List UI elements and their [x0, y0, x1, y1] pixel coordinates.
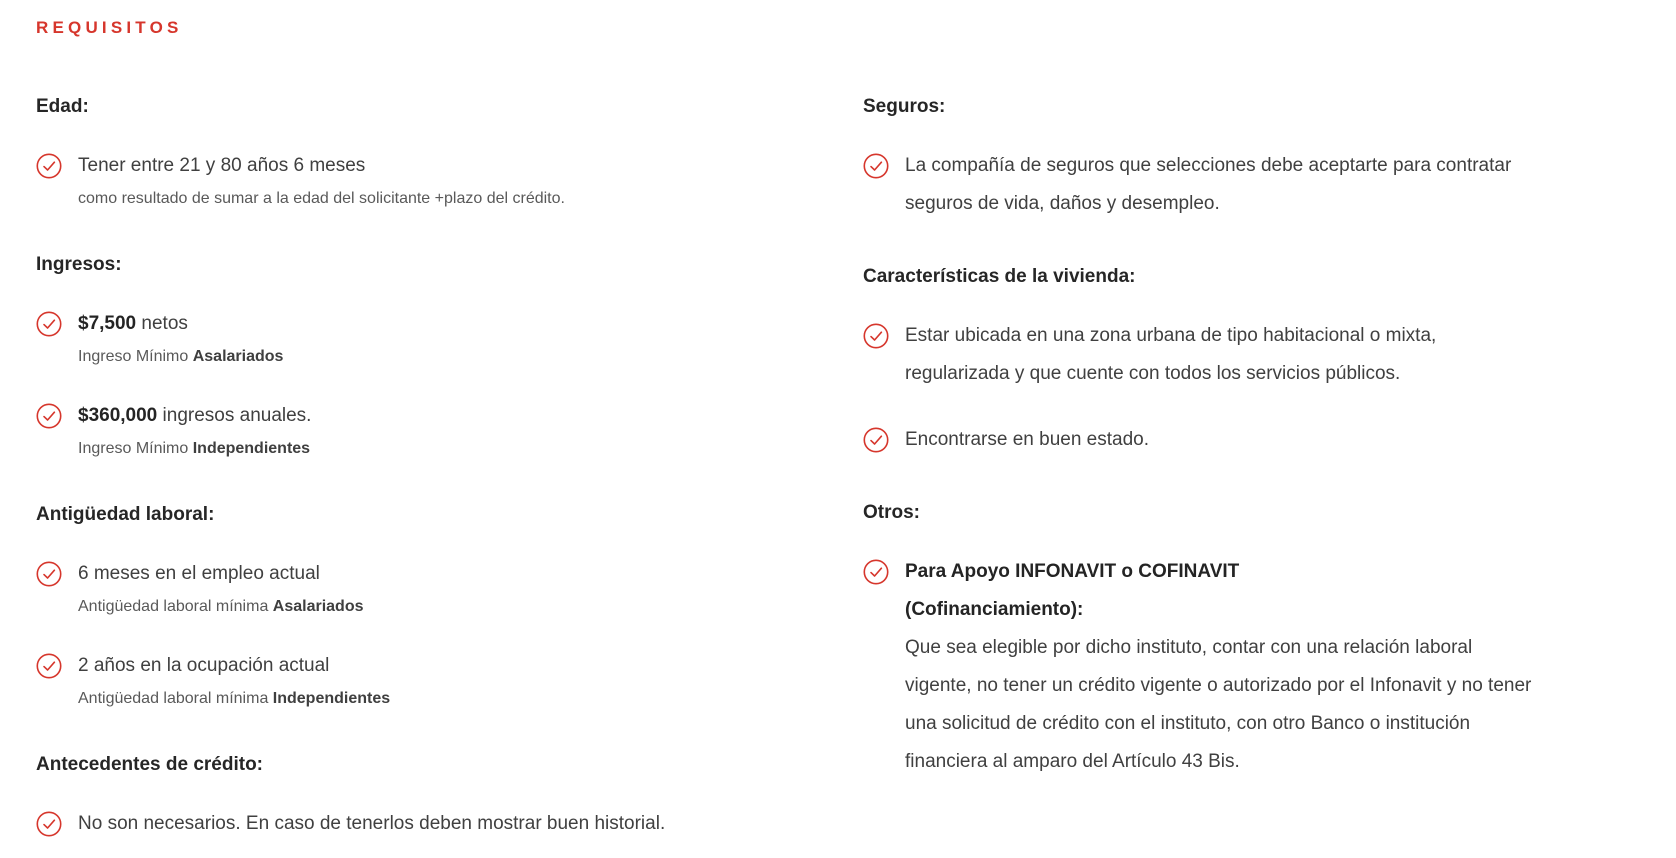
check-circle-icon [36, 811, 62, 837]
bold-text: $360,000 [78, 405, 158, 426]
item-main-text [905, 553, 1531, 781]
text: Estar ubicada en una zona urbana de tipo habitacional o mixta, [905, 325, 1437, 346]
item-text [905, 147, 1511, 223]
check-circle-icon [863, 323, 889, 349]
requirement-item [863, 147, 1640, 223]
text: Ingreso Mínimo [78, 440, 193, 457]
item-sub-text [78, 345, 283, 369]
requirement-item [36, 305, 863, 369]
bold-text: Asalariados [272, 598, 364, 615]
check-circle-icon [36, 561, 62, 587]
requirement-group [863, 501, 1640, 781]
text: financiera al amparo del Artículo 43 Bis. [905, 751, 1240, 772]
text: seguros de vida, daños y desempleo. [905, 193, 1220, 214]
requirement-group [36, 503, 863, 711]
requirement-item [863, 421, 1640, 459]
text: netos [136, 313, 188, 334]
text: Antigüedad laboral mínima [78, 690, 273, 707]
requirement-group [36, 95, 863, 211]
bold-text: (Cofinanciamiento): [905, 599, 1084, 620]
item-main-text [905, 421, 1149, 459]
group-heading: Seguros: [863, 96, 946, 117]
column-right [863, 95, 1640, 781]
item-text [905, 421, 1149, 459]
group-heading: Ingresos: [36, 254, 122, 275]
requirement-item [36, 397, 863, 461]
requirement-group [36, 753, 863, 843]
bold-text: Independientes [272, 690, 391, 707]
column-left [36, 95, 863, 843]
text: Antigüedad laboral mínima [78, 598, 273, 615]
item-main-text [78, 647, 390, 685]
text: No son necesarios. En caso de tenerlos deben mostrar buen historial. [78, 813, 666, 834]
item-sub-text [78, 437, 311, 461]
text: Que sea elegible por dicho instituto, contar con una relación laboral [905, 637, 1473, 658]
bold-text: Independientes [192, 440, 311, 457]
section-title: REQUISITOS [36, 18, 183, 37]
bold-text: $7,500 [78, 313, 137, 334]
group-heading: Antigüedad laboral: [36, 504, 215, 525]
check-circle-icon [863, 153, 889, 179]
group-heading: Antecedentes de crédito: [36, 754, 263, 775]
item-main-text [78, 397, 311, 435]
group-heading: Otros: [863, 502, 920, 523]
requirements-columns [36, 95, 1640, 843]
item-text [905, 317, 1436, 393]
check-circle-icon [36, 311, 62, 337]
text: Tener entre 21 y 80 años 6 meses [78, 155, 366, 176]
text: regularizada y que cuente con todos los servicios públicos. [905, 363, 1401, 384]
requirement-group [36, 253, 863, 461]
item-sub-text [78, 687, 390, 711]
text: Ingreso Mínimo [78, 348, 193, 365]
item-text [78, 647, 390, 711]
requirement-group [863, 265, 1640, 459]
item-text [78, 397, 311, 461]
bold-text: Asalariados [192, 348, 284, 365]
item-text [905, 553, 1531, 781]
item-main-text [905, 317, 1436, 393]
text: una solicitud de crédito con el instituto, con otro Banco o institución [905, 713, 1471, 734]
text: vigente, no tener un crédito vigente o autorizado por el Infonavit y no tener [905, 675, 1532, 696]
text: ingresos anuales. [157, 405, 312, 426]
check-circle-icon [36, 403, 62, 429]
requirement-item [863, 317, 1640, 393]
requirement-item [36, 147, 863, 211]
check-circle-icon [36, 153, 62, 179]
item-sub-text [78, 595, 364, 619]
item-text [78, 305, 283, 369]
text: La compañía de seguros que selecciones debe aceptarte para contratar [905, 155, 1512, 176]
text: como resultado de sumar a la edad del solicitante +plazo del crédito. [78, 190, 565, 207]
item-text [78, 555, 364, 619]
item-main-text [78, 555, 364, 593]
check-circle-icon [36, 653, 62, 679]
item-main-text [905, 147, 1511, 223]
text: Encontrarse en buen estado. [905, 429, 1150, 450]
item-main-text [78, 147, 565, 185]
text: 6 meses en el empleo actual [78, 563, 320, 584]
item-text [78, 805, 665, 843]
bold-text: Para Apoyo INFONAVIT o COFINAVIT [905, 561, 1240, 582]
requirement-item [36, 555, 863, 619]
requirement-group [863, 95, 1640, 223]
item-main-text [78, 305, 283, 343]
item-sub-text [78, 187, 565, 211]
group-heading: Edad: [36, 96, 89, 117]
requirement-item [863, 553, 1640, 781]
item-main-text [78, 805, 665, 843]
group-heading: Características de la vivienda: [863, 266, 1136, 287]
check-circle-icon [863, 559, 889, 585]
item-text [78, 147, 565, 211]
requirement-item [36, 805, 863, 843]
requirement-item [36, 647, 863, 711]
text: 2 años en la ocupación actual [78, 655, 330, 676]
check-circle-icon [863, 427, 889, 453]
